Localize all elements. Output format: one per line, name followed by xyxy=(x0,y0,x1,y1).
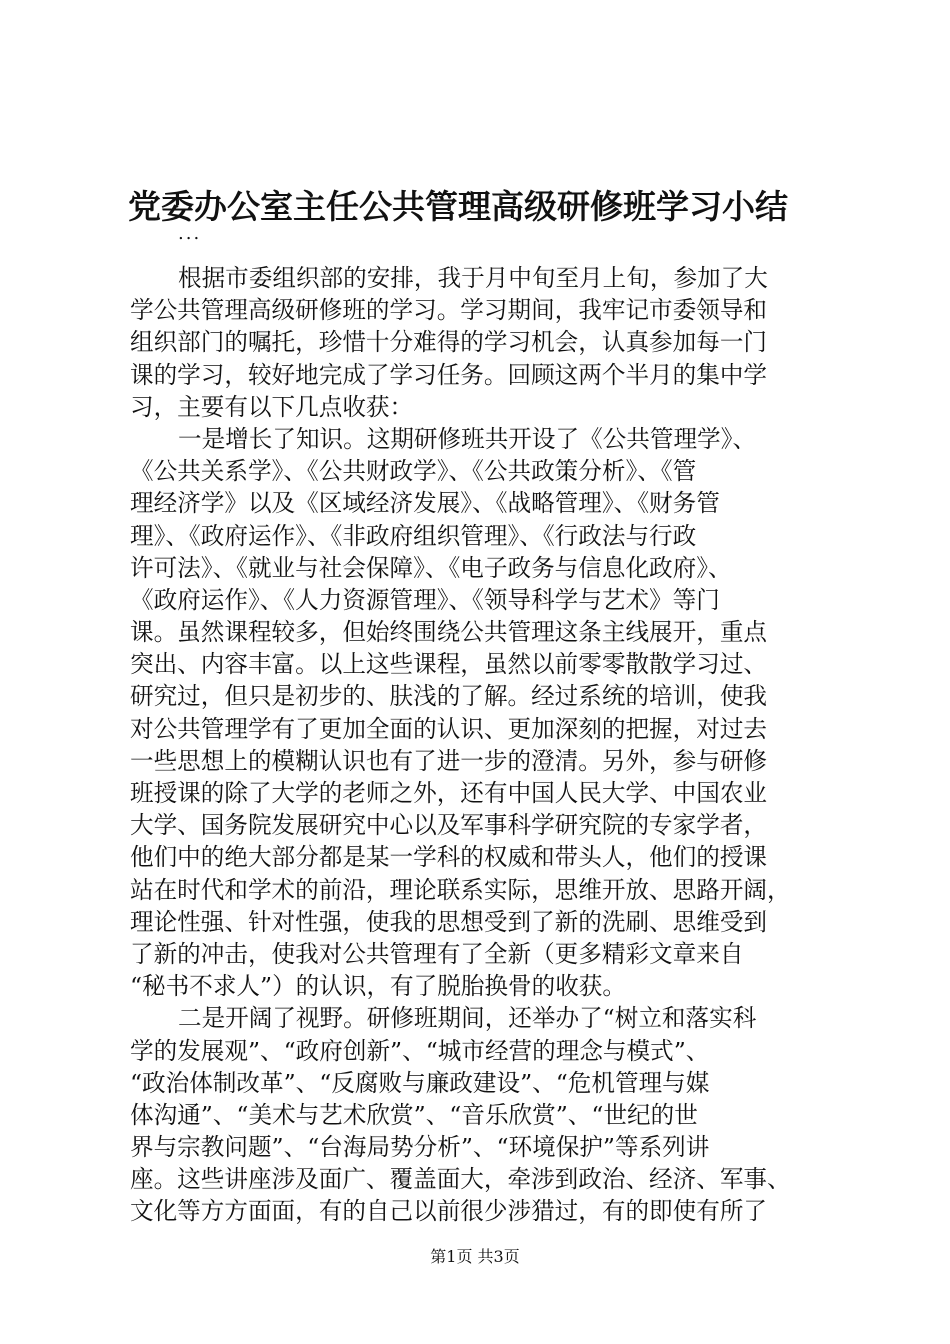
document-body xyxy=(130,262,840,1228)
text-line: 二是开阔了视野。研修班期间，还举办了“树立和落实科 xyxy=(178,1004,757,1033)
text-line: 研究过，但只是初步的、肤浅的了解。经过系统的培训，使我 xyxy=(130,682,768,711)
text-line: 界与宗教问题”、“台海局势分析”、“环境保护”等系列讲 xyxy=(130,1133,710,1162)
text-line: 习，主要有以下几点收获： xyxy=(130,392,414,421)
text-line: “政治体制改革”、“反腐败与廉政建设”、“危机管理与媒 xyxy=(130,1068,710,1097)
text-line: 了新的冲击，使我对公共管理有了全新（更多精彩文章来自 xyxy=(130,939,744,968)
text-line: 课的学习，较好地完成了学习任务。回顾这两个半月的集中学 xyxy=(130,360,768,389)
text-line: “秘书不求人”）的认识，有了脱胎换骨的收获。 xyxy=(130,972,626,1001)
title-ellipsis: ... xyxy=(178,223,202,244)
text-line: 《政府运作》、《人力资源管理》、《领导科学与艺术》等门 xyxy=(130,585,720,614)
text-line: 许可法》、《就业与社会保障》、《电子政务与信息化政府》、 xyxy=(130,553,732,582)
text-line: 大学、国务院发展研究中心以及军事科学研究院的专家学者， xyxy=(130,811,768,840)
text-line: 学的发展观”、“政府创新”、“城市经营的理念与模式”、 xyxy=(130,1036,710,1065)
text-line: 组织部门的嘱托，珍惜十分难得的学习机会，认真参加每一门 xyxy=(130,328,768,357)
text-line: 根据市委组织部的安排，我于月中旬至月上旬，参加了大 xyxy=(178,264,768,292)
text-line: 《公共关系学》、《公共财政学》、《公共政策分析》、《管 xyxy=(130,457,697,486)
text-line: 理论性强、针对性强，使我的思想受到了新的洗刷、思维受到 xyxy=(130,907,768,936)
text-line: 学公共管理高级研修班的学习。学习期间，我牢记市委领导和 xyxy=(130,296,768,325)
text-line: 对公共管理学有了更加全面的认识、更加深刻的把握，对过去 xyxy=(130,714,768,743)
text-line: 他们中的绝大部分都是某一学科的权威和带头人，他们的授课 xyxy=(130,843,768,872)
text-line: 班授课的除了大学的老师之外，还有中国人民大学、中国农业 xyxy=(130,779,768,807)
text-line: 课。虽然课程较多，但始终围绕公共管理这条主线展开，重点 xyxy=(130,618,768,647)
page-number-footer: 第1页 共3页 xyxy=(430,1247,520,1266)
text-line: 一是增长了知识。这期研修班共开设了《公共管理学》、 xyxy=(178,424,757,453)
document-title: 党委办公室主任公共管理高级研修班学习小结 xyxy=(128,187,788,226)
text-line: 突出、内容丰富。以上这些课程，虽然以前零零散散学习过、 xyxy=(130,650,768,679)
text-line: 一些思想上的模糊认识也有了进一步的澄清。另外，参与研修 xyxy=(130,746,768,775)
text-line: 站在时代和学术的前沿，理论联系实际，思维开放、思路开阔， xyxy=(130,875,791,904)
text-line: 理》、《政府运作》、《非政府组织管理》、《行政法与行政 xyxy=(130,521,697,550)
text-line: 理经济学》以及《区域经济发展》、《战略管理》、《财务管 xyxy=(130,489,720,518)
text-line: 体沟通”、“美术与艺术欣赏”、“音乐欣赏”、“世纪的世 xyxy=(130,1100,698,1129)
text-line: 座。这些讲座涉及面广、覆盖面大，牵涉到政治、经济、军事、 xyxy=(130,1165,791,1194)
text-line: 文化等方方面面，有的自己以前很少涉猎过，有的即使有所了 xyxy=(130,1197,768,1226)
